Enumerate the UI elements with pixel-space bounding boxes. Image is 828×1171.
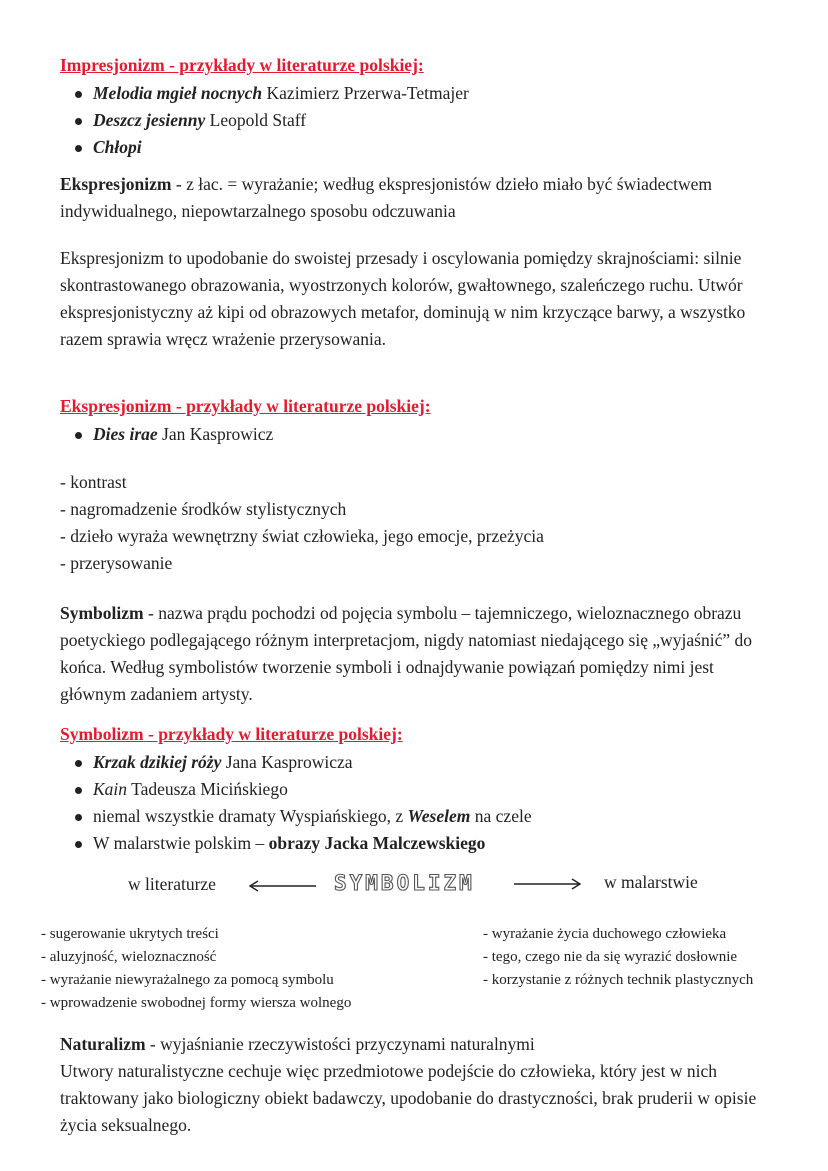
list-item: niemal wszystkie dramaty Wyspiańskiego, z Weselem na czele xyxy=(60,803,532,830)
ekspresjonizm-examples xyxy=(60,421,273,448)
list-item: Deszcz jesienny Leopold Staff xyxy=(60,107,469,134)
list-item: Dies irae Jan Kasprowicz xyxy=(60,421,273,448)
diagram-left-item: - aluzyjność, wieloznaczność xyxy=(41,949,217,965)
ekspresjonizm-feature: - nagromadzenie środków stylistycznych xyxy=(60,499,347,519)
symbolizm-examples xyxy=(60,749,532,857)
naturalizm-definition: Naturalizm - wyjaśnianie rzeczywistości przyczynami naturalnymi xyxy=(60,1034,535,1054)
ekspresjonizm-feature: - przerysowanie xyxy=(60,553,173,573)
list-item: Krzak dzikiej róży Jana Kasprowicza xyxy=(60,749,532,776)
symbolizm-heading: Symbolizm - przykłady w literaturze polskiej: xyxy=(60,724,403,744)
diagram-left-item: - wyrażanie niewyrażalnego za pomocą symbolu xyxy=(41,972,334,988)
ekspresjonizm-feature: - kontrast xyxy=(60,472,127,492)
diagram-right-item: - wyrażanie życia duchowego człowieka xyxy=(483,926,727,942)
ekspresjonizm-feature: - dzieło wyraża wewnętrzny świat człowieka, jego emocje, przeżycia xyxy=(60,526,544,546)
diagram-right-label: w malarstwie xyxy=(604,872,698,892)
diagram-right-item: - tego, czego nie da się wyrazić dosłownie xyxy=(483,949,738,965)
left-arrow-icon xyxy=(248,880,318,892)
impresjonizm-examples xyxy=(60,80,469,161)
list-item: Melodia mgieł nocnych Kazimierz Przerwa-Tetmajer xyxy=(60,80,469,107)
impresjonizm-heading: Impresjonizm - przykłady w literaturze polskiej: xyxy=(60,55,424,75)
ekspresjonizm-paragraph: Ekspresjonizm to upodobanie do swoistej przesady i oscylowania pomiędzy skrajnościami: silnie skontrastowanego obrazowania, wyostrzonych kolorów, gwałtownego, szaleńczego ruchu. Utwór ekspresjonistyczny aż kipi od obrazowych metafor, dominują w nim krzyczące barwy, a wszystko razem sprawia wręcz wrażenie przerysowania. xyxy=(60,248,746,349)
diagram-right-item: - korzystanie z różnych technik plastycznych xyxy=(483,972,754,988)
ekspresjonizm-heading: Ekspresjonizm - przykłady w literaturze polskiej: xyxy=(60,396,431,416)
diagram-left-item: - sugerowanie ukrytych treści xyxy=(41,926,219,942)
ekspresjonizm-definition: Ekspresjonizm - z łac. = wyrażanie; według ekspresjonistów dzieło miało być świadectwem indywidualnego, niepowtarzalnego sposobu odczuwania xyxy=(60,174,713,221)
list-item: W malarstwie polskim – obrazy Jacka Malczewskiego xyxy=(60,830,532,857)
diagram-left-item: - wprowadzenie swobodnej formy wiersza wolnego xyxy=(41,995,352,1011)
diagram-left-label: w literaturze xyxy=(128,874,216,894)
list-item: Chłopi xyxy=(60,134,469,161)
naturalizm-paragraph: Utwory naturalistyczne cechuje więc przedmiotowe podejście do człowieka, który jest w nich traktowany jako biologiczny obiekt badawczy, upodobanie do drastyczności, brak pruderii w opisie życia seksualnego. xyxy=(60,1061,757,1135)
diagram-title: SYMBOLIZM xyxy=(334,871,475,895)
symbolizm-definition: Symbolizm - nazwa prądu pochodzi od pojęcia symbolu – tajemniczego, wieloznacznego obrazu poetyckiego podlegającego różnym interpretacjom, nigdy natomiast niedającego się „wyjaśnić” do końca. Według symbolistów tworzenie symboli i odnajdywanie powiązań pomiędzy nimi jest głównym zadaniem artysty. xyxy=(60,603,752,704)
list-item: Kain Tadeusza Micińskiego xyxy=(60,776,532,803)
right-arrow-icon xyxy=(512,878,582,890)
